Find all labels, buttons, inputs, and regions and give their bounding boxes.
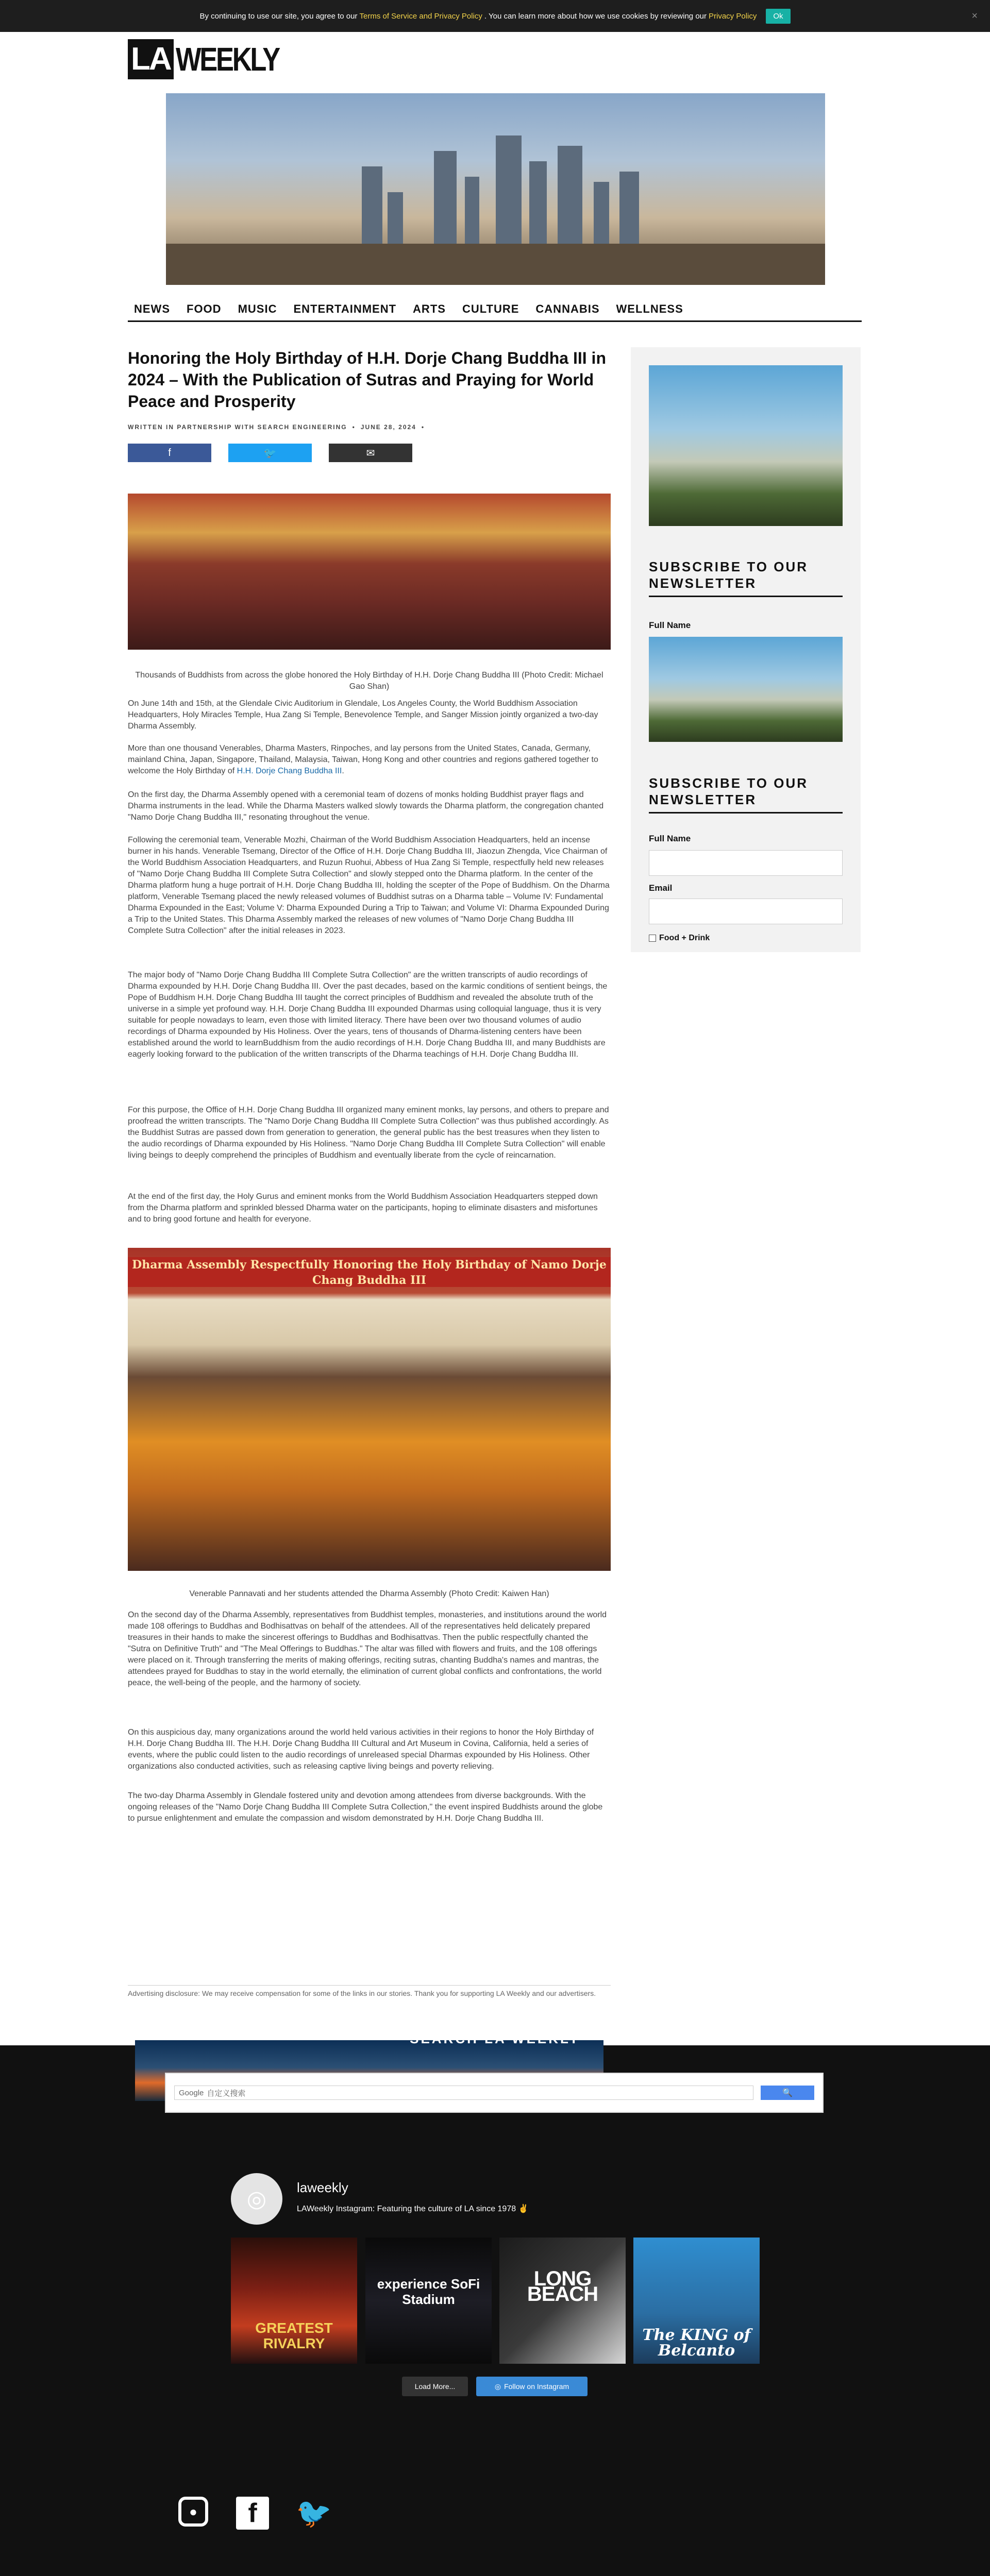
cookie-text-middle: . You can learn more about how we use cookies by reviewing our xyxy=(484,11,707,21)
search-placeholder: 自定义搜索 xyxy=(207,2089,246,2098)
byline xyxy=(128,423,425,431)
checkbox-label: Food + Drink xyxy=(659,934,710,942)
instagram-post[interactable] xyxy=(231,2238,357,2364)
follow-label: Follow on Instagram xyxy=(504,2382,569,2391)
terms-link[interactable]: Terms of Service and Privacy Policy xyxy=(359,11,482,21)
full-name-label: Full Name xyxy=(649,834,691,843)
full-name-label: Full Name xyxy=(649,620,691,630)
nav-music[interactable]: MUSIC xyxy=(238,302,277,315)
facebook-icon: f xyxy=(168,447,171,459)
newsletter-title: SUBSCRIBE TO OUR NEWSLETTER xyxy=(649,775,843,814)
twitter-icon: 🐦 xyxy=(263,447,277,459)
food-drink-checkbox[interactable] xyxy=(649,934,710,943)
twitter-icon[interactable]: 🐦 xyxy=(296,2497,332,2529)
email-field[interactable] xyxy=(649,899,843,924)
share-twitter-button[interactable] xyxy=(228,444,312,462)
camera-icon: ◎ xyxy=(246,2186,267,2212)
search-title: SEARCH LA WEEKLY xyxy=(410,2031,580,2046)
newsletter-title: SUBSCRIBE TO OUR NEWSLETTER xyxy=(649,558,843,597)
search-button[interactable] xyxy=(761,2086,814,2100)
article-paragraph: On the second day of the Dharma Assembly, representatives from Buddhist temples, monasteries, and institutions around the world made 108 offerings to Buddhas and Bodhisattvas on behalf of the attendees. All of the representatives held delicately prepared treasures in their hands to make the sincerest offerings to Buddhas and Bodhisattvas. Then the public respectfully chanted the "Sutra on Definitive Truth" and "The Meal Offerings to Buddhas." The altar was filled with flowers and fruits, and the 108 offerings were placed on it. Through transferring the merits of making offerings, reciting sutras, chanting Buddha's names and mantras, the attendees prayed for Buddhas to stay in the world eternally, the elimination of current global conflicts and confrontations, the world peace, the well-being of the people, and the harmony of society. xyxy=(128,1611,607,1687)
article-paragraph: Following the ceremonial team, Venerable Mozhi, Chairman of the World Buddhism Association Headquarters, held an incense burner in his hands. Venerable Tsemang, Director of the Office of H.H. Dorje Chang Buddha III, Jiaozun Zhengda, Vice Chairman of the World Buddhism Association Headquarters, and Ruzun Ruohui, Abbess of Hua Zang Si Temple, respectfully held new releases of "Namo Dorje Chang Buddha III Complete Sutra Collection" and slowly stepped onto the Dharma platform. In the center of the Dharma platform hung a huge portrait of H.H. Dorje Chang Buddha III, holding the scepter of the Pope of Buddhism. On the Dharma platform, Venerable Tsemang placed the newly released volumes of Buddhist sutras on a Dharma table – Volume IV: Fundamental Dharma Expounded in the East; Volume V: Dharma Expounded During a Trip to Taiwan; and Volume VI: Dharma Expounded During a Trip to the United States. This Dharma Assembly marked the releases of new volumes of "Namo Dorje Chang Buddha III Complete Sutra Collection" after the initial releases in 2023. xyxy=(128,836,610,935)
byline-separator: • xyxy=(352,423,356,431)
byline-author[interactable]: WRITTEN IN PARTNERSHIP WITH SEARCH ENGINEERING xyxy=(128,423,347,431)
article-paragraph: The major body of "Namo Dorje Chang Buddha III Complete Sutra Collection" are the written transcripts of audio recordings of Dharma expounded by H.H. Dorje Chang Buddha III. Over the past decades, based on the karmic conditions of sentient beings, the Pope of Buddhism H.H. Dorje Chang Buddha III taught the correct principles of Buddhism and revealed the absolute truth of the universe in a simple yet profound way. H.H. Dorje Chang Buddha III expounded Dharmas using colloquial language, thus it is very suitable for people nowadays to learn, even those with limited literacy. There have been over two thousand volumes of audio recordings of Dharma expounded by His Holiness. Over the years, tens of thousands of Dharma-listening centers have been established around the world to learnBuddhism from the audio recordings of H.H. Dorje Chang Buddha III, and many Buddhists are eagerly looking forward to the publication of the written transcripts of the Dharma teachings of H.H. Dorje Chang Buddha III. xyxy=(128,971,608,1059)
post-caption: The KING of Belcanto xyxy=(642,2326,751,2360)
article-title: Honoring the Holy Birthday of H.H. Dorje Chang Buddha III in 2024 – With the Publication of Sutras and Praying for World Peace and Prosperity xyxy=(128,349,606,411)
search-input[interactable] xyxy=(174,2086,753,2100)
post-caption: LONG BEACH xyxy=(527,2267,598,2306)
share-email-button[interactable] xyxy=(329,444,412,462)
instagram-avatar[interactable] xyxy=(231,2173,282,2225)
article-paragraph: More than one thousand Venerables, Dharma Masters, Rinpoches, and lay persons from the United States, Canada, Germany, mainland China, Japan, Singapore, Thailand, Malaysia, Taiwan, Hong Kong and other countries and regions gathered together to welcome the Holy Birthday of H.H. Dorje Chang Buddha III. xyxy=(128,744,598,775)
instagram-icon: ◎ xyxy=(494,2382,501,2391)
load-more-button[interactable]: Load More... xyxy=(402,2377,468,2396)
email-label: Email xyxy=(649,883,673,893)
main-nav xyxy=(128,297,862,322)
cookie-text: By continuing to use our site, you agree to our xyxy=(199,11,358,21)
follow-instagram-button[interactable] xyxy=(476,2377,588,2396)
google-brand: Google xyxy=(179,2088,204,2097)
photo-banner-text: Dharma Assembly Respectfully Honoring the Holy Birthday of Namo Dorje Chang Buddha III xyxy=(128,1257,611,1287)
nav-news[interactable]: NEWS xyxy=(134,302,170,315)
nav-arts[interactable]: ARTS xyxy=(413,302,446,315)
site-logo[interactable] xyxy=(128,39,301,80)
instagram-description: LAWeekly Instagram: Featuring the culture of LA since 1978 ✌️ xyxy=(297,2205,529,2213)
byline-separator: • xyxy=(421,423,425,431)
instagram-post[interactable] xyxy=(633,2238,760,2364)
cookie-banner xyxy=(0,0,990,32)
instagram-username[interactable]: laweekly xyxy=(297,2180,348,2195)
byline-date: JUNE 28, 2024 xyxy=(360,423,416,431)
sidebar xyxy=(631,347,861,952)
photo-caption: Venerable Pannavati and her students attended the Dharma Assembly (Photo Credit: Kaiwen Han) xyxy=(189,1589,549,1598)
sidebar-ad-image[interactable] xyxy=(649,365,843,526)
photo-caption: Thousands of Buddhists from across the globe honored the Holy Birthday of H.H. Dorje Chang Buddha III (Photo Credit: Michael Gao Shan) xyxy=(135,671,603,691)
article-paragraph: On June 14th and 15th, at the Glendale Civic Auditorium in Glendale, Los Angeles County, the World Buddhism Association Headquarters, Holy Miracles Temple, Hua Zang Si Temple, Benevolence Temple, and Sanger Mission jointly organized a two-day Dharma Assembly. xyxy=(128,699,598,731)
post-caption: experience SoFi Stadium xyxy=(377,2276,480,2307)
article-paragraph: At the end of the first day, the Holy Gurus and eminent monks from the World Buddhism Association Headquarters stepped down from the Dharma platform and sprinkled blessed Dharma water on the participants, hoping to eliminate disasters and misfortunes and to bring good fortune and health for everyone. xyxy=(128,1192,598,1224)
article-paragraph: On the first day, the Dharma Assembly opened with a ceremonial team of dozens of monks holding Buddhist prayer flags and Dharma instruments in the lead. While the Dharma Masters walked slowly towards the Dharma platform, the congregation chanted "Namo Dorje Chang Buddha III," resonating throughout the venue. xyxy=(128,790,604,822)
nav-culture[interactable]: CULTURE xyxy=(462,302,519,315)
article-photo-chanting xyxy=(128,1248,611,1571)
close-icon[interactable]: × xyxy=(971,10,978,22)
logo-weekly: WEEKLY xyxy=(175,41,279,78)
nav-wellness[interactable]: WELLNESS xyxy=(616,302,683,315)
full-name-field[interactable] xyxy=(649,850,843,876)
facebook-icon[interactable]: f xyxy=(236,2497,269,2530)
logo-la: LA xyxy=(128,39,174,79)
search-icon: 🔍 xyxy=(782,2089,793,2097)
nav-entertainment[interactable]: ENTERTAINMENT xyxy=(293,302,397,315)
article-photo-assembly xyxy=(128,494,611,650)
email-icon: ✉ xyxy=(366,447,375,459)
nav-food[interactable]: FOOD xyxy=(187,302,222,315)
instagram-icon[interactable]: ● xyxy=(178,2497,208,2527)
share-facebook-button[interactable] xyxy=(128,444,211,462)
article-paragraph: On this auspicious day, many organizations around the world held various activities in their regions to honor the Holy Birthday of H.H. Dorje Chang Buddha III. The H.H. Dorje Chang Buddha III Cultural and Art Museum in Covina, California, held a series of events, where the public could listen to the audio recordings of unreleased special Dharmas expounded by His Holiness. Other organizations also conducted activities, such as releasing captive living beings and poverty relieving. xyxy=(128,1728,594,1771)
nav-cannabis[interactable]: CANNABIS xyxy=(535,302,600,315)
paragraph-text: More than one thousand Venerables, Dharma Masters, Rinpoches, and lay persons from the United States, Canada, Germany, mainland China, Japan, Singapore, Thailand, Malaysia, Taiwan, Hong Kong and other countries and regions gathered together to welcome the Holy Birthday of xyxy=(128,744,598,775)
instagram-post[interactable] xyxy=(499,2238,626,2364)
article-paragraph: For this purpose, the Office of H.H. Dorje Chang Buddha III organized many eminent monks, lay persons, and others to prepare and proofread the written transcripts. The "Namo Dorje Chang Buddha III Complete Sutra Collection" was thus published accordingly. As the Buddhist Sutras are passed down from generation to generation, the general public has the best treasures when they listen to the audio recordings of Dharma expounded by His Holiness. "Namo Dorje Chang Buddha III Complete Sutra Collection" will enable living beings to deeply comprehend the principles of Buddhism and eventually liberate from the cycle of reincarnation. xyxy=(128,1106,609,1160)
buddha-link[interactable]: H.H. Dorje Chang Buddha III xyxy=(237,767,342,775)
checkbox-box[interactable] xyxy=(649,935,656,942)
hero-image xyxy=(166,93,825,285)
cookie-ok-button[interactable]: Ok xyxy=(766,9,790,24)
privacy-link[interactable]: Privacy Policy xyxy=(709,11,757,21)
search-box xyxy=(165,2073,824,2113)
post-caption: GREATEST RIVALRY xyxy=(255,2320,333,2351)
advertising-disclosure: Advertising disclosure: We may receive compensation for some of the links in our stories. Thank you for supporting LA Weekly and our advertisers. xyxy=(128,1985,611,1998)
instagram-post[interactable] xyxy=(365,2238,492,2364)
article-paragraph: The two-day Dharma Assembly in Glendale fostered unity and devotion among attendees from diverse backgrounds. With the ongoing releases of the "Namo Dorje Chang Buddha III Complete Sutra Collection," the event inspired Buddhists around the globe to pursue enlightenment and emulate the compassion and wisdom demonstrated by H.H. Dorje Chang Buddha III. xyxy=(128,1791,603,1823)
sidebar-ad-image[interactable] xyxy=(649,637,843,742)
